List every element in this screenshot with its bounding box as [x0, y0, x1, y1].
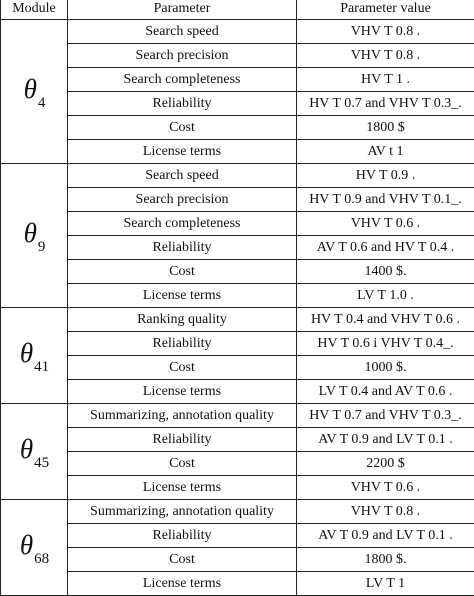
module-cell [1, 164, 68, 308]
parameter-value-cell: AV T 0.9 and LV T 0.1 . [297, 428, 474, 452]
parameter-value-cell: HV T 0.9 and VHV T 0.1_. [297, 188, 474, 212]
module-subscript: 4 [38, 95, 46, 111]
module-symbol: θ [20, 530, 33, 560]
parameter-cell: Cost [68, 116, 297, 140]
parameter-value-cell: HV T 0.7 and VHV T 0.3_. [297, 92, 474, 116]
parameter-cell: Cost [68, 452, 297, 476]
module-cell [1, 500, 68, 596]
parameter-value-cell: HV T 0.6 i VHV T 0.4_. [297, 332, 474, 356]
table-row [1, 380, 474, 404]
parameter-value-cell: 1800 $ [297, 116, 474, 140]
header-module: Module [1, 0, 68, 20]
parameter-cell: Search precision [68, 188, 297, 212]
table-row [1, 356, 474, 380]
parameter-cell: Reliability [68, 428, 297, 452]
table-row [1, 212, 474, 236]
table-row [1, 428, 474, 452]
module-symbol: θ [20, 338, 33, 368]
table-row [1, 92, 474, 116]
table-row [1, 140, 474, 164]
module-subscript: 9 [38, 239, 46, 255]
table-row [1, 524, 474, 548]
parameter-value-cell: AV T 0.9 and LV T 0.1 . [297, 524, 474, 548]
table-row [1, 188, 474, 212]
table-row [1, 452, 474, 476]
table-row [1, 68, 474, 92]
parameter-cell: Summarizing, annotation quality [68, 404, 297, 428]
table-row [1, 260, 474, 284]
parameter-cell: Cost [68, 356, 297, 380]
parameter-cell: Ranking quality [68, 308, 297, 332]
parameter-cell: Cost [68, 260, 297, 284]
module-subscript: 45 [34, 455, 49, 471]
header-parameter-value: Parameter value [297, 0, 474, 20]
module-cell [1, 308, 68, 404]
module-cell [1, 404, 68, 500]
parameter-cell: License terms [68, 140, 297, 164]
parameter-cell: License terms [68, 476, 297, 500]
parameter-value-cell: AV T 0.6 and HV T 0.4 . [297, 236, 474, 260]
parameter-value-cell: VHV T 0.8 . [297, 20, 474, 44]
parameter-cell: Search speed [68, 164, 297, 188]
parameter-cell: Reliability [68, 236, 297, 260]
parameter-cell: Cost [68, 548, 297, 572]
parameter-cell: License terms [68, 284, 297, 308]
table-row [1, 20, 474, 44]
header-row [1, 0, 474, 20]
parameter-cell: Search precision [68, 44, 297, 68]
parameter-cell: Reliability [68, 524, 297, 548]
parameter-value-cell: HV T 0.4 and VHV T 0.6 . [297, 308, 474, 332]
module-symbol: θ [24, 218, 37, 248]
parameter-value-cell: LV T 0.4 and AV T 0.6 . [297, 380, 474, 404]
parameter-value-cell: HV T 0.7 and VHV T 0.3_. [297, 404, 474, 428]
parameter-cell: Search speed [68, 20, 297, 44]
parameter-value-cell: VHV T 0.6 . [297, 212, 474, 236]
parameter-cell: License terms [68, 572, 297, 596]
header-parameter: Parameter [68, 0, 297, 20]
table-row [1, 44, 474, 68]
parameter-cell: Search completeness [68, 212, 297, 236]
parameter-value-cell: LV T 1.0 . [297, 284, 474, 308]
parameter-value-cell: VHV T 0.6 . [297, 476, 474, 500]
module-subscript: 68 [34, 551, 49, 567]
parameter-cell: Summarizing, annotation quality [68, 500, 297, 524]
table-row [1, 308, 474, 332]
parameter-value-cell: 1400 $. [297, 260, 474, 284]
module-symbol: θ [24, 74, 37, 104]
parameter-value-cell: 1800 $. [297, 548, 474, 572]
parameter-value-cell: HV T 1 . [297, 68, 474, 92]
parameter-value-cell: VHV T 0.8 . [297, 44, 474, 68]
table-body [1, 20, 474, 596]
parameter-cell: Reliability [68, 92, 297, 116]
table-row [1, 164, 474, 188]
table-row [1, 476, 474, 500]
parameter-value-cell: 1000 $. [297, 356, 474, 380]
parameter-value-cell: 2200 $ [297, 452, 474, 476]
parameter-cell: Search completeness [68, 68, 297, 92]
parameter-value-cell: VHV T 0.8 . [297, 500, 474, 524]
table-row [1, 572, 474, 596]
parameter-value-cell: HV T 0.9 . [297, 164, 474, 188]
module-subscript: 41 [34, 359, 49, 375]
table-row [1, 332, 474, 356]
table-row [1, 116, 474, 140]
table-row [1, 500, 474, 524]
parameter-value-cell: LV T 1 [297, 572, 474, 596]
table-row [1, 236, 474, 260]
module-cell [1, 20, 68, 164]
parameter-cell: Reliability [68, 332, 297, 356]
module-symbol: θ [20, 434, 33, 464]
parameter-cell: License terms [68, 380, 297, 404]
table-row [1, 404, 474, 428]
table-row [1, 548, 474, 572]
table-row [1, 284, 474, 308]
parameter-value-cell: AV t 1 [297, 140, 474, 164]
